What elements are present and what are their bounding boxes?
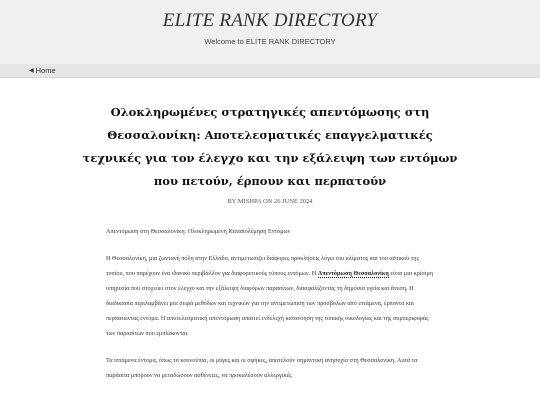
- post-meta: BY MISHPA ON 26 JUNE 2024: [227, 198, 313, 205]
- paragraph-text: είναι μια κρίσιμη υπηρεσία που στοχεύει στον έλεγχο και την εξάλειψη διαφόρων παρασίτων, διασφαλίζοντας τη δημόσια υγεία και άνεση. Η διαδικασία περιλαμβάνει μια σειρά μεθόδων και τεχνικών για την αντιμετώπιση των προσβολών από ιπτάμενα, έρποντα και περπατώντας έντομα. Η αποτελεσματική απεντόμωση απαιτεί ενδελεχή κατανόηση της τοπικής οικολογίας και της συμπεριφοράς των παρασίτων που εμπλέκονται.: [106, 270, 434, 337]
- site-header: [0, 0, 540, 64]
- main-navigation: [0, 64, 540, 78]
- apentomosi-link[interactable]: Απεντόμωση Θεσσαλονίκη: [317, 270, 389, 277]
- post-paragraph: Τα ιπτάμενα έντομα, όπως τα κουνούπια, οι μύγες και οι σφήκες, αποτελούν σημαντική ανησυχία στη Θεσσαλονίκη. Αυτά τα παράσιτα μπορούν να μεταδώσουν ασθένειες, να προκαλέσουν αλλεργικές: [106, 357, 418, 379]
- post-paragraph: [106, 251, 436, 341]
- post-content: [106, 224, 436, 395]
- nav-home-label: Home: [35, 66, 56, 75]
- site-title[interactable]: ELITE RANK DIRECTORY: [162, 10, 378, 31]
- nav-home-link[interactable]: [29, 66, 56, 75]
- post-intro: Απεντόμωση στη Θεσσαλονίκη: Ολοκληρωμένη Καταπολέμηση Εντόμων: [106, 228, 291, 235]
- post-title: Ολοκληρωμένες στρατηγικές απεντόμωσης στη Θεσσαλονίκη: Αποτελεσματικές επαγγελματικές τεχνικές για τον έλεγχο και την εξάλειψη των εντόμων που πετούν, έρπουν και περπατούν: [82, 105, 458, 188]
- left-arrow-icon: ◀: [29, 68, 34, 74]
- paragraph-text: Η Θεσσαλονίκη, μια ζωντανή πόλη στην Ελλάδα, αντιμετωπίζει διάφορες προκλήσεις λόγω του κλίματος και του αστικού της τοπίου, που παρέχουν ένα ιδανικό περιβάλλον για διαφορετικούς τύπους εντόμων. Η: [106, 255, 419, 277]
- site-tagline: Welcome to ELITE RANK DIRECTORY: [204, 37, 336, 46]
